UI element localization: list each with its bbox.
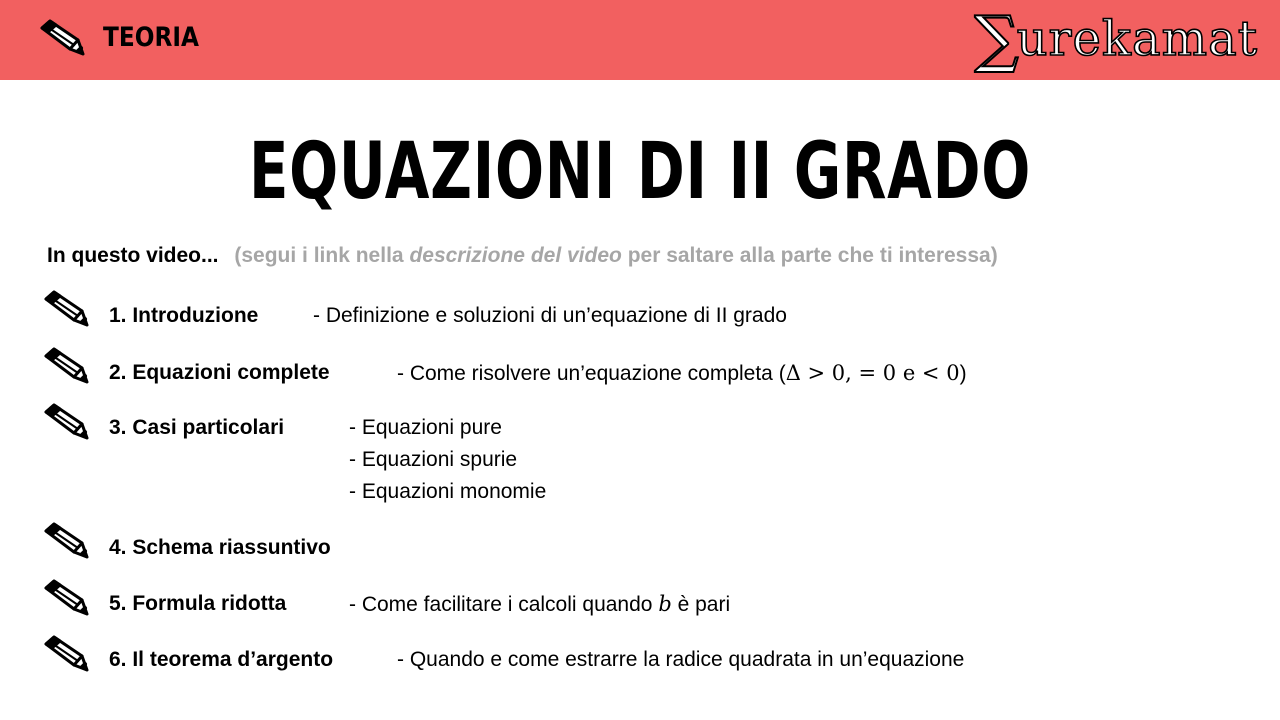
item-desc-5-suffix: è pari: [671, 593, 731, 616]
intro-note-italic: descrizione del video: [409, 244, 622, 267]
pencil-icon: [42, 346, 92, 386]
item-desc-1: - Definizione e soluzioni di un’equazione di II grado: [313, 304, 787, 327]
item-desc-2-suffix: ): [959, 362, 967, 385]
logo-sigma: ∑: [974, 2, 1019, 75]
intro-note-prefix: (segui i link nella: [234, 244, 404, 267]
item-title-2[interactable]: 2. Equazioni complete: [109, 361, 330, 384]
item-desc-2-prefix: - Come risolvere un’equazione completa (: [397, 362, 786, 385]
item-desc-3-a: - Equazioni pure: [349, 416, 502, 439]
item-desc-6: - Quando e come estrarre la radice quadrata in un’equazione: [397, 648, 965, 671]
intro-note-suffix: per saltare alla parte che ti interessa): [627, 244, 998, 267]
intro-note: [234, 244, 997, 267]
header-bar: [0, 0, 1280, 80]
item-desc-5-var: b: [658, 592, 672, 616]
pencil-icon: [38, 18, 88, 58]
item-title-1[interactable]: 1. Introduzione: [109, 304, 259, 327]
pencil-icon: [42, 402, 92, 442]
item-desc-5: [349, 592, 730, 617]
item-title-6[interactable]: 6. Il teorema d’argento: [109, 648, 334, 671]
section-label: TEORIA: [103, 22, 199, 53]
intro-line: [47, 244, 998, 268]
logo-text: urekamat: [1016, 11, 1258, 67]
pencil-icon: [42, 634, 92, 674]
item-desc-2: [397, 361, 967, 386]
item-desc-5-prefix: - Come facilitare i calcoli quando: [349, 593, 659, 616]
item-title-4[interactable]: 4. Schema riassuntivo: [109, 536, 331, 559]
item-title-5[interactable]: 5. Formula ridotta: [109, 592, 287, 615]
item-desc-3-b: - Equazioni spurie: [349, 448, 518, 471]
intro-lead: In questo video...: [47, 244, 219, 267]
item-desc-3-c: - Equazioni monomie: [349, 480, 547, 503]
pencil-icon: [42, 578, 92, 618]
item-title-3[interactable]: 3. Casi particolari: [109, 416, 285, 439]
pencil-icon: [42, 521, 92, 561]
logo: [974, 2, 1258, 75]
item-desc-2-math: Δ > 0, = 0 e < 0: [785, 361, 960, 385]
page-title: EQUAZIONI DI II GRADO: [248, 127, 1032, 217]
pencil-icon: [42, 289, 92, 329]
